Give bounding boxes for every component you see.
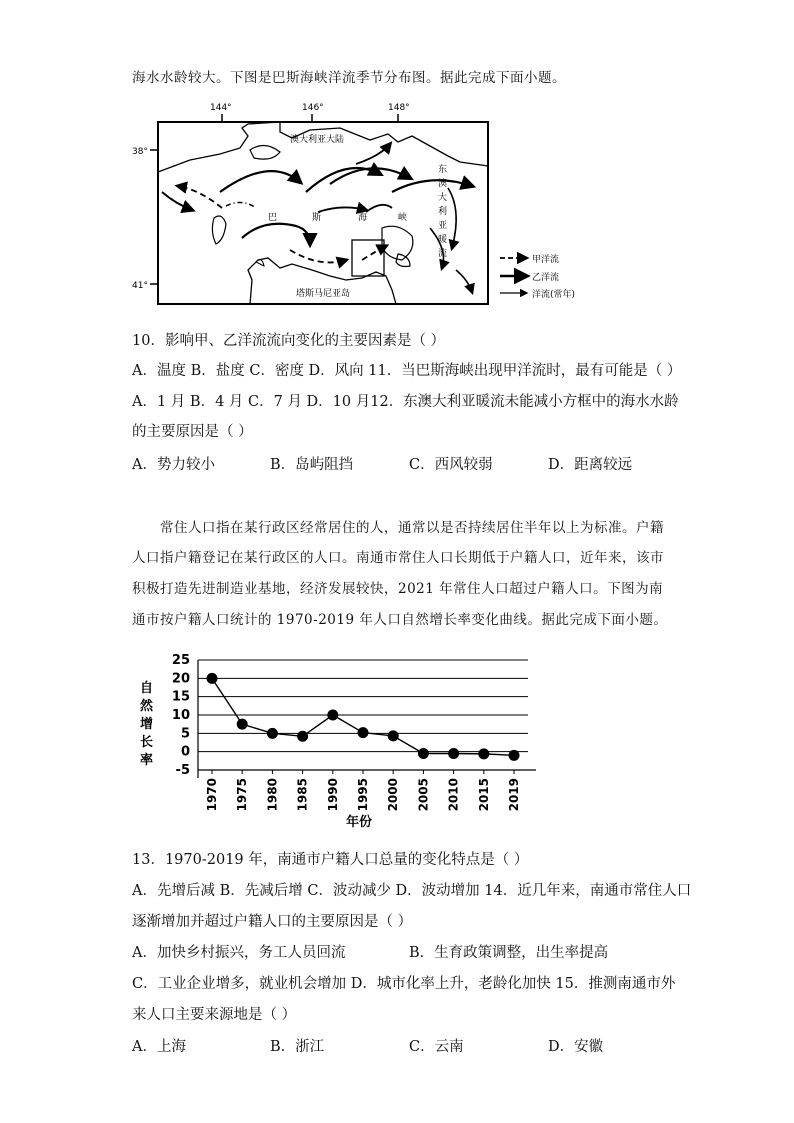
data-point [418, 748, 429, 759]
svg-text:大: 大 [438, 193, 448, 203]
svg-text:然: 然 [140, 699, 154, 714]
lon-label-144: 144° [210, 103, 232, 113]
x-tick-label: 1980 [265, 778, 280, 812]
svg-text:澳: 澳 [438, 179, 448, 189]
eac-label [438, 163, 447, 259]
ocean-current-map [130, 100, 590, 305]
x-tick-label: 1970 [205, 778, 219, 812]
data-point [448, 748, 459, 759]
svg-text:率: 率 [140, 753, 154, 768]
data-point [509, 750, 520, 761]
svg-text:增: 增 [140, 717, 154, 732]
q14-option-a: A．加快乡村振兴，务工人员回流 [132, 945, 346, 961]
svg-text:利: 利 [438, 207, 448, 217]
y-tick-label: 10 [171, 708, 190, 723]
strait-char-1: 巴 [268, 213, 278, 223]
q14-options-q15-stem: C．工业企业增多，就业机会增加 D．城市化率上升，老龄化加快 15．推测南通市外 [132, 976, 676, 992]
x-tick-label: 1975 [235, 778, 250, 812]
q14-option-b: B．生育政策调整，出生率提高 [409, 945, 609, 961]
q10-stem: 10．影响甲、乙洋流流向变化的主要因素是（ ） [132, 333, 446, 349]
growth-rate-chart [136, 648, 556, 838]
box-rectangle [352, 240, 384, 276]
series-line [212, 678, 514, 755]
legend-jia: 甲洋流 [532, 255, 560, 265]
strait-char-2: 斯 [312, 213, 322, 223]
lon-label-148: 148° [388, 103, 410, 113]
intro2-line-1: 常住人口指在某行政区经常居住的人，通常以是否持续居住半年以上为标准。户籍 [160, 520, 664, 536]
q15-stem-cont: 来人口主要来源地是（ ） [132, 1007, 297, 1023]
q12-stem-cont: 的主要原因是（ ） [132, 424, 253, 440]
lon-label-146: 146° [302, 103, 324, 113]
y-tick-label: 15 [171, 689, 190, 705]
y-tick-label: -5 [175, 763, 190, 778]
svg-text:亚: 亚 [438, 221, 448, 231]
data-point [267, 728, 278, 739]
x-tick-label: 2015 [476, 778, 491, 812]
xlabel: 年份 [346, 815, 373, 830]
data-point [327, 710, 338, 721]
x-tick-label: 2019 [507, 778, 521, 812]
svg-text:流: 流 [438, 249, 448, 259]
intro2-line-3: 积极打造先进制造业基地，经济发展较快，2021 年常住人口超过户籍人口。下图为南 [132, 581, 664, 597]
q10-options-q11-stem: A．温度 B．盐度 C．密度 D．风向 11．当巴斯海峡出现甲洋流时，最有可能是（ ） [132, 363, 682, 379]
strait-char-3: 海 [358, 213, 368, 223]
q12-option-d: D．距离较远 [548, 457, 633, 473]
svg-text:长: 长 [140, 735, 154, 750]
x-tick-label: 2000 [386, 778, 401, 812]
q12-option-a: A．势力较小 [132, 457, 215, 473]
intro-line-1: 海水水龄较大。下图是巴斯海峡洋流季节分布图。据此完成下面小题。 [132, 70, 566, 86]
data-point [237, 719, 248, 730]
svg-text:暖: 暖 [438, 235, 448, 245]
data-point [297, 731, 308, 742]
y-tick-label: 0 [180, 744, 190, 760]
mainland-label: 澳大利亚大陆 [290, 135, 345, 145]
data-point [358, 727, 369, 738]
svg-text:自: 自 [140, 681, 154, 696]
data-point [388, 730, 399, 741]
map-legend [500, 253, 575, 300]
q12-option-c: C．西风较弱 [409, 457, 493, 473]
x-tick-label: 2010 [446, 778, 461, 812]
y-tick-label: 20 [171, 671, 190, 687]
q13-stem: 13．1970-2019 年，南通市户籍人口总量的变化特点是（ ） [132, 852, 529, 868]
y-tick-label: 5 [180, 726, 190, 742]
lat-label-41: 41° [132, 281, 148, 291]
data-point [207, 673, 218, 684]
legend-yi: 乙洋流 [532, 273, 560, 283]
strait-char-4: 峡 [398, 213, 408, 223]
ylabel [140, 680, 154, 768]
svg-text:东: 东 [438, 165, 448, 175]
x-tick-label: 1985 [295, 778, 310, 812]
q15-option-d: D．安徽 [548, 1039, 604, 1055]
q13-options-q14-stem: A．先增后减 B．先减后增 C．波动减少 D．波动增加 14．近几年来，南通市常住人口 [132, 883, 692, 899]
island-label: 塔斯马尼亚岛 [296, 289, 351, 299]
lat-label-38: 38° [132, 147, 148, 157]
q15-option-a: A．上海 [132, 1039, 186, 1055]
intro2-line-2: 人口指户籍登记在某行政区的人口。南通市常住人口长期低于户籍人口，近年来，该市 [132, 550, 664, 566]
q15-option-c: C．云南 [409, 1039, 464, 1055]
x-tick-label: 1995 [356, 778, 370, 812]
q15-option-b: B．浙江 [270, 1039, 325, 1055]
q11-options-q12-stem: A．1 月 B．4 月 C．7 月 D．10 月12．东澳大利亚暖流未能减小方框中的海水水龄 [132, 394, 679, 410]
q14-stem-cont: 逐渐增加并超过户籍人口的主要原因是（ ） [132, 914, 413, 930]
y-tick-label: 25 [171, 653, 190, 668]
legend-perennial: 洋流(常年) [532, 290, 576, 300]
x-tick-label: 1990 [325, 778, 340, 812]
intro2-line-4: 通市按户籍人口统计的 1970-2019 年人口自然增长率变化曲线。据此完成下面小题。 [132, 612, 668, 628]
x-tick-label: 2005 [416, 778, 431, 812]
data-point [478, 748, 489, 759]
king-island [212, 216, 226, 244]
q12-option-b: B．岛屿阻挡 [270, 457, 354, 473]
